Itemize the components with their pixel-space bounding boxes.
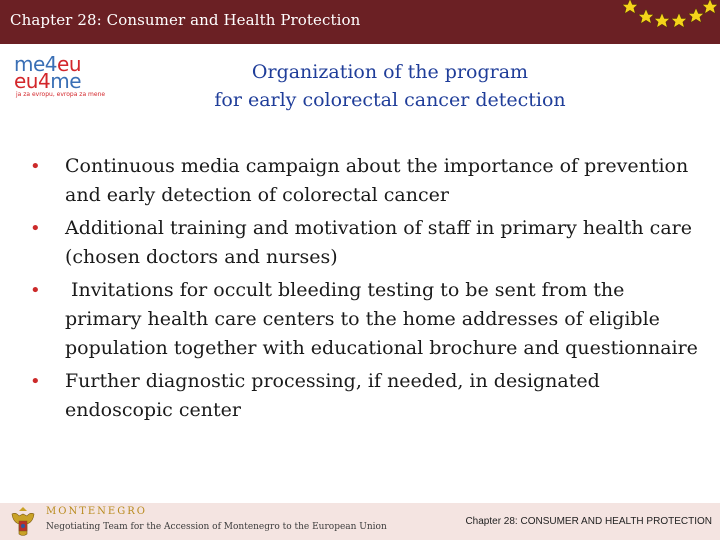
bullet-dot: • — [30, 156, 41, 177]
logo-line-1: me4eu — [14, 52, 81, 76]
bullet-text: Additional training and motivation of staff in primary health care (chosen doctors and nurses) — [65, 217, 692, 268]
footer — [0, 503, 720, 540]
logo-tagline: ja za evropu, evropa za mene — [16, 91, 106, 98]
bullet-item — [30, 276, 700, 363]
footer-country: MONTENEGRO — [46, 506, 147, 517]
bullet-text: Invitations for occult bleeding testing to be sent from the primary health care centers to the home addresses of eligible population together with educational brochure and questionnaire — [65, 279, 698, 359]
slide-title-line-2: for early colorectal cancer detection — [214, 89, 566, 111]
bullet-text: Continuous media campaign about the importance of prevention and early detection of colorectal cancer — [65, 155, 689, 206]
footer-chapter: Chapter 28: CONSUMER AND HEALTH PROTECTION — [465, 516, 712, 527]
me4eu-logo — [14, 54, 124, 100]
slide-title-line-1: Organization of the program — [251, 61, 529, 83]
logo-line-2: eu4me — [14, 69, 82, 93]
bullet-dot: • — [30, 371, 41, 392]
montenegro-crest-icon — [8, 506, 38, 538]
bullet-item — [30, 367, 700, 425]
slide-title — [150, 58, 630, 114]
bullet-list — [30, 152, 700, 429]
bullet-item — [30, 152, 700, 210]
bullet-item — [30, 214, 700, 272]
bullet-dot: • — [30, 280, 41, 301]
footer-team: Negotiating Team for the Accession of Montenegro to the European Union — [46, 522, 387, 532]
bullet-dot: • — [30, 218, 41, 239]
bullet-text: Further diagnostic processing, if needed, in designated endoscopic center — [65, 370, 600, 421]
eu-stars-icon — [600, 0, 720, 44]
header-bar — [0, 0, 720, 44]
header-title: Chapter 28: Consumer and Health Protection — [10, 11, 361, 29]
